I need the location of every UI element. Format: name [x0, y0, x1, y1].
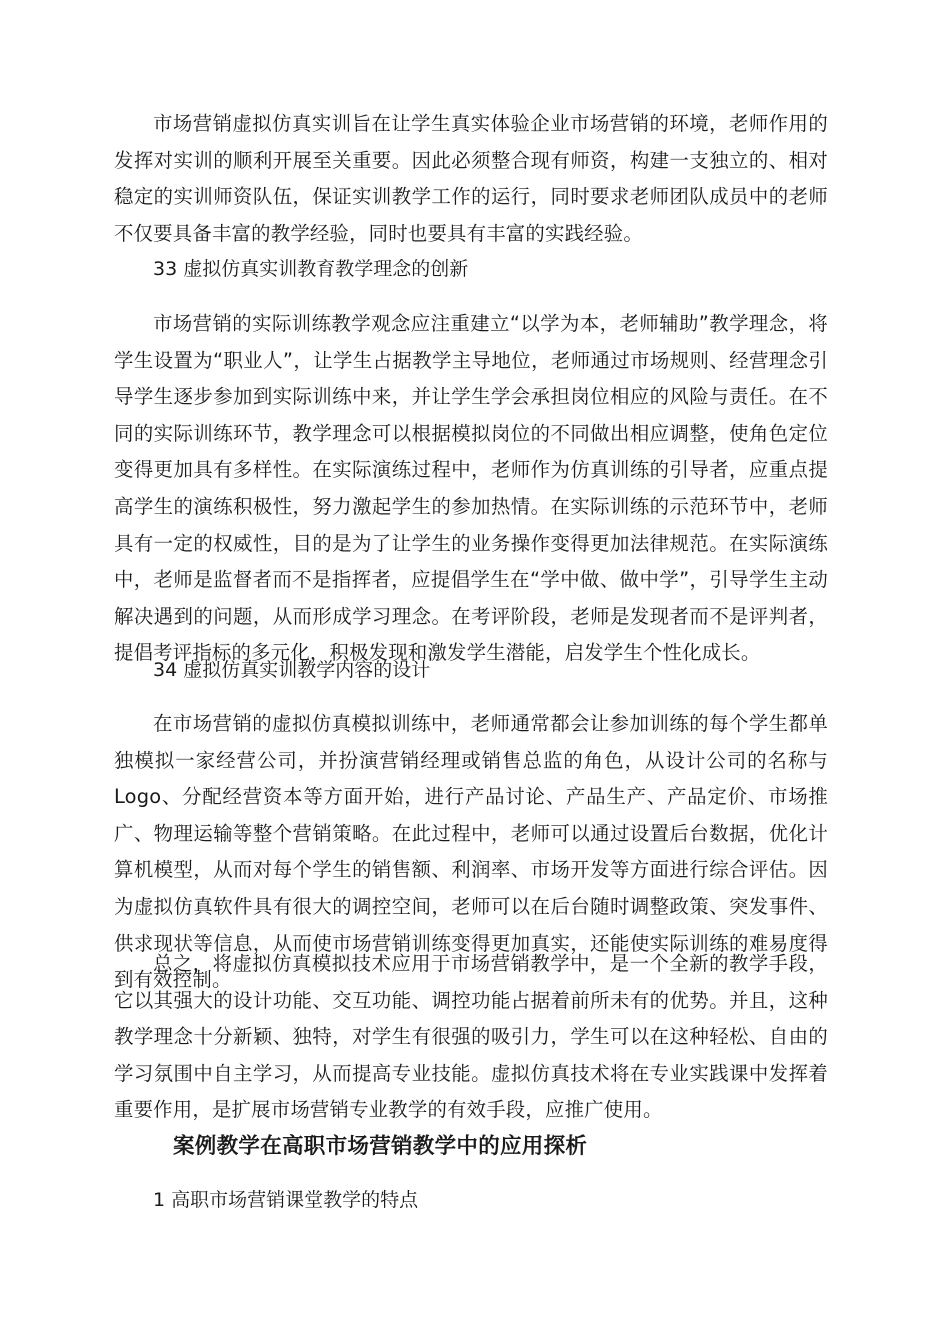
article-title: 案例教学在高职市场营销教学中的应用探析: [173, 1134, 588, 1159]
paragraph-content-design: 在市场营销的虚拟仿真模拟训练中，老师通常都会让参加训练的每个学生都单独模拟一家经营公司，并扮演营销经理或销售总监的角色，从设计公司的名称与 Logo、分配经营资本等方面开始，进行产品讨论、产品生产、产品定价、市场推广、物理运输等整个营销策略。在此过程中，老师可以通过设置后台数据，优化计算机模型，从而对每个学生的销售额、利润率、市场开发等方面进行综合评估。因为虚拟仿真软件具有很大的调控空间，老师可以在后台随时调整政策、突发事件、供求现状等信息，从而使市场营销训练变得更加真实，还能使实际训练的难易度得到有效控制。: [114, 712, 828, 992]
paragraph-teacher-role: 市场营销虚拟仿真实训旨在让学生真实体验企业市场营销的环境，老师作用的发挥对实训的顺利开展至关重要。因此必须整合现有师资，构建一支独立的、相对稳定的实训师资队伍，保证实训教学工作的运行，同时要求老师团队成员中的老师不仅要具备丰富的教学经验，同时也要具有丰富的实践经验。: [114, 112, 828, 245]
section-heading-33: 33 虚拟仿真实训教育教学理念的创新: [153, 258, 469, 280]
section-heading-34: 34 虚拟仿真实训教学内容的设计: [153, 659, 431, 681]
paragraph-conclusion: 总之，将虚拟仿真模拟技术应用于市场营销教学中，是一个全新的教学手段，它以其强大的设计功能、交互功能、调控功能占据着前所未有的优势。并且，这种教学理念十分新颖、独特，对学生有很强的吸引力，学生可以在这种轻松、自由的学习氛围中自主学习，从而提高专业技能。虚拟仿真技术将在专业实践课中发挥着重要作用，是扩展市场营销专业教学的有效手段，应推广使用。: [114, 952, 828, 1122]
paragraph-teaching-concept: 市场营销的实际训练教学观念应注重建立“以学为本，老师辅助”教学理念，将学生设置为“职业人”，让学生占据教学主导地位，老师通过市场规则、经营理念引导学生逐步参加到实际训练中来，并让学生学会承担岗位相应的风险与责任。在不同的实际训练环节，教学理念可以根据模拟岗位的不同做出相应调整，使角色定位变得更加具有多样性。在实际演练过程中，老师作为仿真训练的引导者，应重点提高学生的演练积极性，努力激起学生的参加热情。在实际训练的示范环节中，老师具有一定的权威性，目的是为了让学生的业务操作变得更加法律规范。在实际演练中，老师是监督者而不是指挥者，应提倡学生在“学中做、做中学”，引导学生主动解决遇到的问题，从而形成学习理念。在考评阶段，老师是发现者而不是评判者，提倡考评指标的多元化，积极发现和激发学生潜能，启发学生个性化成长。: [114, 312, 828, 665]
section-heading-1: 1 高职市场营销课堂教学的特点: [153, 1189, 419, 1211]
